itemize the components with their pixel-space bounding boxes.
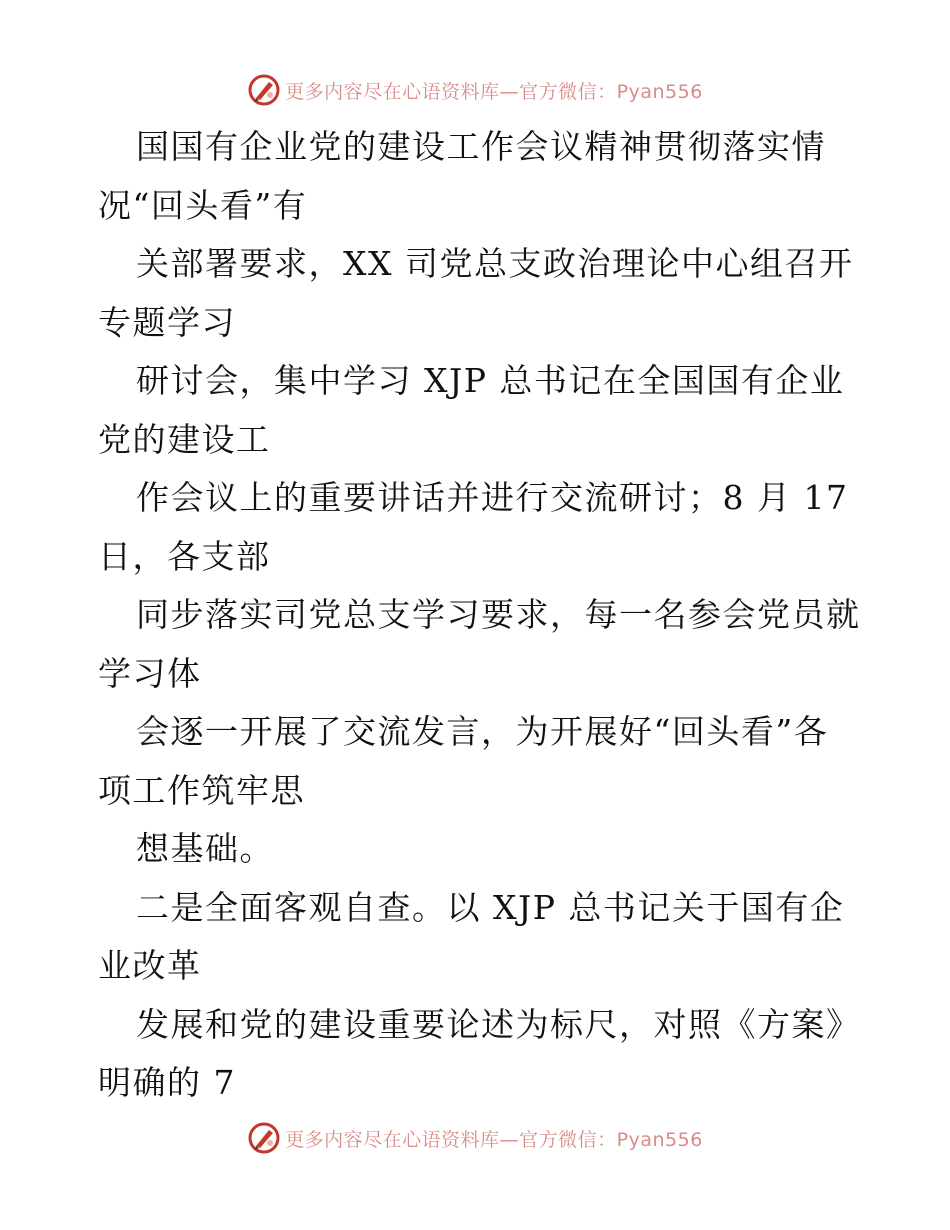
text-line: 项工作筑牢思 [98,770,305,810]
text-line: 专题学习 [98,302,236,342]
footer-banner [0,1118,950,1158]
text-line: 明确的 7 [98,1063,236,1102]
text-line: 会逐一开展了交流发言，为开展好“回头看”各 [136,712,829,751]
pen-logo-icon [247,1121,281,1155]
text-line: 国国有企业党的建设工作会议精神贯彻落实情 [136,127,826,166]
footer-banner-text: 更多内容尽在心语资料库—官方微信：Pyan556 [285,1128,703,1151]
text-line: 党的建设工 [98,419,271,459]
text-line: 学习体 [98,653,202,693]
text-line: 作会议上的重要讲话并进行交流研讨；8 月 17 [136,478,849,517]
header-banner [0,70,950,110]
text-line: 同步落实司党总支学习要求，每一名参会党员就 [136,595,861,634]
text-line: 发展和党的建设重要论述为标尺，对照《方案》 [136,1004,861,1044]
pen-logo-icon [247,73,281,107]
text-line: 况“回头看”有 [98,185,308,225]
text-line: 研讨会，集中学习 XJP 总书记在全国国有企业 [136,361,845,400]
header-banner-text: 更多内容尽在心语资料库—官方微信：Pyan556 [285,80,703,103]
text-line: 想基础。 [136,829,274,868]
document-body [98,118,898,1113]
text-line: 日，各支部 [98,536,271,576]
text-line: 关部署要求，XX 司党总支政治理论中心组召开 [136,244,854,283]
text-line: 二是全面客观自查。以 XJP 总书记关于国有企 [136,887,845,927]
text-line: 业改革 [98,946,202,985]
